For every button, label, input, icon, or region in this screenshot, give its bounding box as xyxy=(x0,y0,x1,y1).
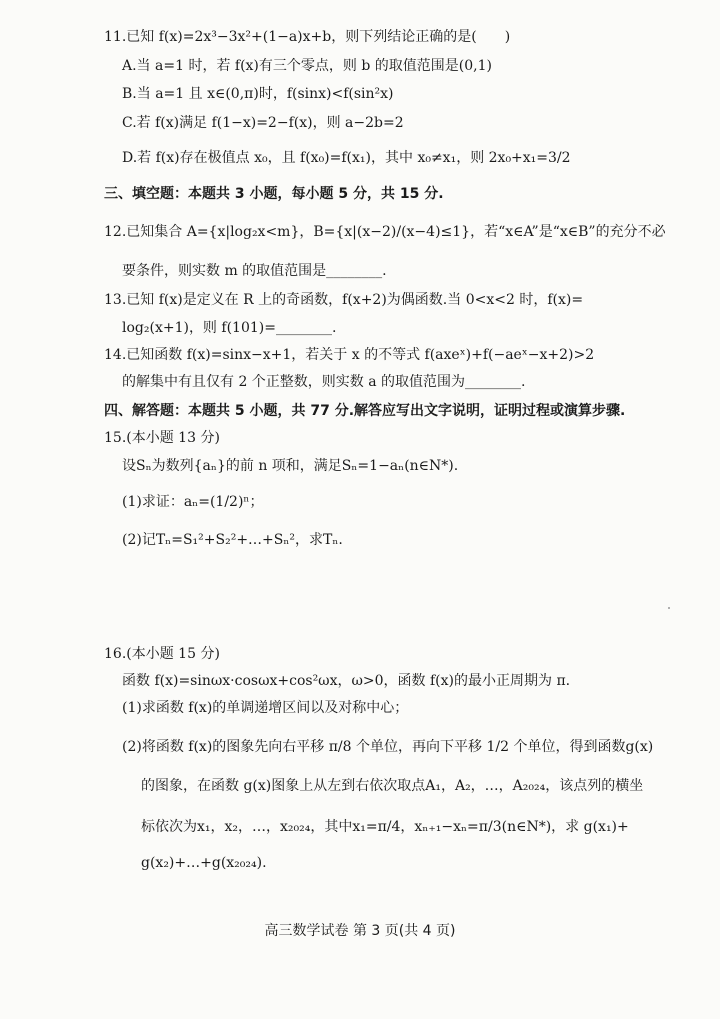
section4-heading: 四、解答题：本题共 5 小题，共 77 分.解答应写出文字说明，证明过程或演算步骤. xyxy=(104,403,626,419)
q11-option-c: C.若 f(x)满足 f(1−x)=2−f(x)，则 a−2b=2 xyxy=(122,115,404,131)
q15-heading: 15.(本小题 13 分) xyxy=(104,430,220,446)
q11-option-a: A.当 a=1 时，若 f(x)有三个零点，则 b 的取值范围是(0,1) xyxy=(122,58,492,74)
q12-line-2: 要条件，则实数 m 的取值范围是________. xyxy=(122,263,387,279)
q16-part-1: (1)求函数 f(x)的单调递增区间以及对称中心； xyxy=(122,700,409,716)
q11-stem: 11.已知 f(x)=2x³−3x²+(1−a)x+b，则下列结论正确的是( ) xyxy=(104,29,511,45)
scan-speck xyxy=(668,607,670,609)
q11-option-d: D.若 f(x)存在极值点 x₀，且 f(x₀)=f(x₁)，其中 x₀≠x₁，则 2x₀+x₁=3/2 xyxy=(122,150,571,166)
q16-heading: 16.(本小题 15 分) xyxy=(104,646,220,662)
q16-part-2-line-3: 标依次为x₁，x₂，…，x₂₀₂₄，其中x₁=π/4，xₙ₊₁−xₙ=π/3(n∈N*)，求 g(x₁)+ xyxy=(141,819,629,835)
q16-part-2-line-2: 的图象，在函数 g(x)图象上从左到右依次取点A₁，A₂，…，A₂₀₂₄，该点列的横坐 xyxy=(141,778,644,794)
q15-part-2: (2)记Tₙ=S₁²+S₂²+…+Sₙ²，求Tₙ. xyxy=(122,532,343,548)
q13-line-2: log₂(x+1)，则 f(101)=________. xyxy=(122,320,337,336)
page-footer: 高三数学试卷 第 3 页(共 4 页) xyxy=(264,923,456,939)
q13-line-1: 13.已知 f(x)是定义在 R 上的奇函数，f(x+2)为偶函数.当 0<x<2 时，f(x)= xyxy=(104,292,584,308)
q14-line-1: 14.已知函数 f(x)=sinx−x+1，若关于 x 的不等式 f(axeˣ)+f(−aeˣ−x+2)>2 xyxy=(104,347,595,363)
q16-part-2-line-4: g(x₂)+…+g(x₂₀₂₄). xyxy=(141,855,267,871)
q15-part-1: (1)求证：aₙ=(1/2)ⁿ； xyxy=(122,494,264,510)
q15-stem: 设Sₙ为数列{aₙ}的前 n 项和，满足Sₙ=1−aₙ(n∈N*). xyxy=(122,458,459,474)
q16-stem: 函数 f(x)=sinωx·cosωx+cos²ωx，ω>0，函数 f(x)的最小正周期为 π. xyxy=(122,673,571,689)
section3-heading: 三、填空题：本题共 3 小题，每小题 5 分，共 15 分. xyxy=(104,186,444,202)
q14-line-2: 的解集中有且仅有 2 个正整数，则实数 a 的取值范围为________. xyxy=(122,374,526,390)
q16-part-2-line-1: (2)将函数 f(x)的图象先向右平移 π/8 个单位，再向下平移 1/2 个单位，得到函数g(x) xyxy=(122,739,654,755)
q11-option-b: B.当 a=1 且 x∈(0,π)时，f(sinx)<f(sin²x) xyxy=(122,86,394,102)
q12-line-1: 12.已知集合 A={x|log₂x<m}，B={x|(x−2)/(x−4)≤1}，若“x∈A”是“x∈B”的充分不必 xyxy=(104,224,666,240)
